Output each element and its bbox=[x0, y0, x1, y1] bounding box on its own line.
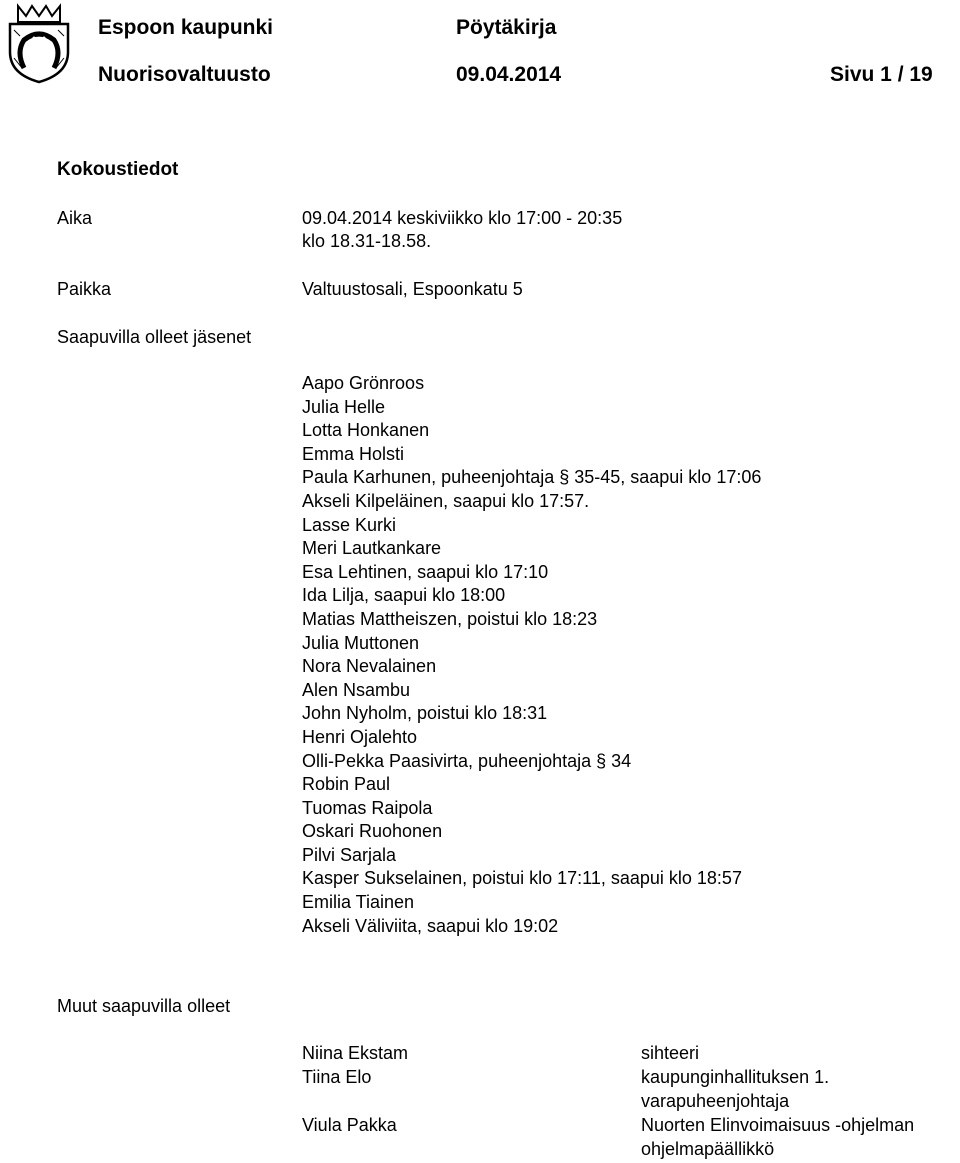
document-type: Pöytäkirja bbox=[456, 16, 557, 39]
members-list bbox=[302, 372, 761, 938]
org-name: Espoon kaupunki bbox=[98, 16, 274, 39]
place-label: Paikka bbox=[57, 279, 112, 299]
member-item: Henri Ojalehto bbox=[302, 726, 418, 747]
members-label: Saapuvilla olleet jäsenet bbox=[57, 327, 252, 347]
member-item: Robin Paul bbox=[302, 774, 391, 795]
member-item: Julia Helle bbox=[302, 396, 386, 417]
member-item: Akseli Väliviita, saapui klo 19:02 bbox=[302, 915, 559, 936]
section-title: Kokoustiedot bbox=[57, 159, 179, 180]
others-label: Muut saapuvilla olleet bbox=[57, 996, 231, 1016]
member-item: Meri Lautkankare bbox=[302, 538, 442, 559]
other-attendee-name: Niina Ekstam bbox=[302, 1043, 409, 1063]
other-attendee-role: Nuorten Elinvoimaisuus -ohjelman ohjelmapäällikkö bbox=[641, 1115, 915, 1159]
member-item: Nora Nevalainen bbox=[302, 656, 437, 677]
page-number: Sivu 1 / 19 bbox=[830, 63, 933, 86]
member-item: Tuomas Raipola bbox=[302, 797, 433, 818]
meeting-date: 09.04.2014 bbox=[456, 63, 562, 86]
other-attendee-role: kaupunginhallituksen 1. varapuheenjohtaja bbox=[641, 1067, 830, 1111]
member-item: Aapo Grönroos bbox=[302, 373, 425, 393]
member-item: Kasper Sukselainen, poistui klo 17:11, saapui klo 18:57 bbox=[302, 868, 742, 889]
other-attendee-name: Viula Pakka bbox=[302, 1115, 397, 1135]
member-item: Esa Lehtinen, saapui klo 17:10 bbox=[302, 561, 549, 582]
time-value-line2: klo 18.31-18.58. bbox=[302, 231, 432, 251]
member-item: Emma Holsti bbox=[302, 443, 405, 464]
time-value-line1: 09.04.2014 keskiviikko klo 17:00 - 20:35 bbox=[302, 208, 623, 228]
member-item: Lotta Honkanen bbox=[302, 420, 430, 441]
member-item: Pilvi Sarjala bbox=[302, 844, 397, 865]
member-item: Matias Mattheiszen, poistui klo 18:23 bbox=[302, 608, 598, 629]
member-item: Ida Lilja, saapui klo 18:00 bbox=[302, 585, 506, 606]
member-item: Oskari Ruohonen bbox=[302, 821, 443, 842]
member-item: John Nyholm, poistui klo 18:31 bbox=[302, 703, 548, 724]
time-label: Aika bbox=[57, 208, 93, 228]
member-item: Emilia Tiainen bbox=[302, 892, 415, 913]
member-item: Julia Muttonen bbox=[302, 632, 420, 653]
other-attendee-name: Tiina Elo bbox=[302, 1067, 372, 1087]
member-item: Akseli Kilpeläinen, saapui klo 17:57. bbox=[302, 490, 590, 511]
other-attendee-role: sihteeri bbox=[641, 1043, 700, 1063]
member-item: Paula Karhunen, puheenjohtaja § 35-45, saapui klo 17:06 bbox=[302, 467, 762, 488]
member-item: Alen Nsambu bbox=[302, 679, 411, 700]
member-item: Olli-Pekka Paasivirta, puheenjohtaja § 34 bbox=[302, 750, 632, 771]
espoo-coat-of-arms-icon bbox=[4, 2, 74, 84]
place-value: Valtuustosali, Espoonkatu 5 bbox=[302, 279, 523, 299]
member-item: Lasse Kurki bbox=[302, 514, 397, 535]
body-name: Nuorisovaltuusto bbox=[98, 63, 271, 86]
